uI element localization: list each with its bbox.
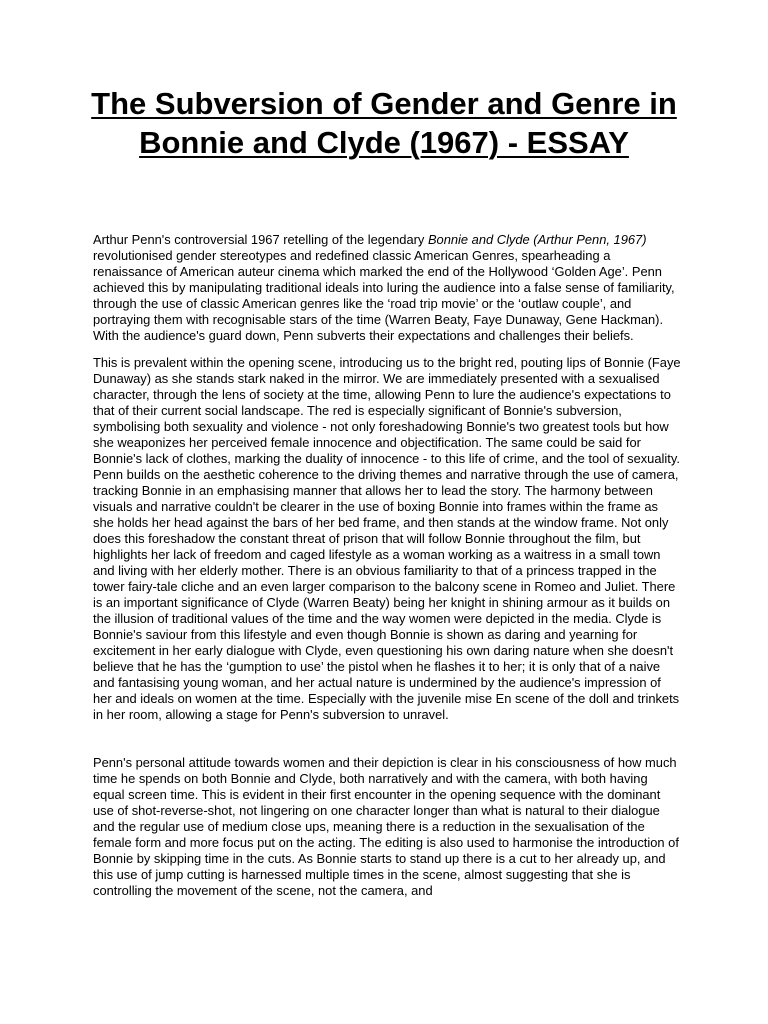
paragraph-1-text-start: Arthur Penn's controversial 1967 retelling of the legendary (93, 232, 428, 247)
paragraph-3: Penn's personal attitude towards women and their depiction is clear in his consciousness of how much time he spends on both Bonnie and Clyde, both narratively and with the camera, with both having equal screen time. This is evident in their first encounter in the opening sequence with the dominant use of shot-reverse-shot, not lingering on one character longer than what is natural to their dialogue and the regular use of medium close ups, meaning there is a reduction in the sexualisation of the female form and more focus put on the acting. The editing is also used to harmonise the introduction of Bonnie by skipping time in the cuts. As Bonnie starts to stand up there is a cut to her already up, and this use of jump cutting is harnessed multiple times in the scene, almost suggesting that she is controlling the movement of the scene, not the camera, and (93, 755, 679, 898)
essay-body (93, 232, 681, 899)
essay-title: The Subversion of Gender and Genre in Bonnie and Clyde (1967) - ESSAY (91, 86, 677, 160)
film-reference: Bonnie and Clyde (Arthur Penn, 1967) (427, 232, 647, 247)
paragraph-1-text-end: revolutionised gender stereotypes and redefined classic American Genres, spearheading a renaissance of American auteur cinema which marked the end of the Hollywood ‘Golden Age’. Penn achieved this by manipulating traditional ideals into luring the audience into a false sense of familiarity, through the use of classic American genres like the ‘road trip movie’ or the ‘outlaw couple’, and portraying them with recognisable stars of the time (Warren Beaty, Faye Dunaway, Gene Hackman). With the audience's guard down, Penn subverts their expectations and challenges their beliefs. (93, 248, 675, 343)
paragraph-1 (93, 232, 681, 344)
paragraph-2: This is prevalent within the opening scene, introducing us to the bright red, pouting lips of Bonnie (Faye Dunaway) as she stands stark naked in the mirror. We are immediately presented with a sexualised character, through the lens of society at the time, allowing Penn to lure the audience's expectations to that of their current social landscape. The red is especially significant of Bonnie's subversion, symbolising both sexuality and violence - not only foreshadowing Bonnie's two greatest tools but how she weaponizes her perceived female innocence and objectification. The same could be said for Bonnie's lack of clothes, marking the duality of innocence - to this life of crime, and the tool of sexuality. Penn builds on the aesthetic coherence to the driving themes and narrative through the use of camera, tracking Bonnie in an emphasising manner that allows her to lead the story. The harmony between visuals and narrative couldn't be clearer in the use of boxing Bonnie into frames within the frame as she holds her head against the bars of her bed frame, and then stands at the window frame. Not only does this foreshadow the constant threat of prison that will follow Bonnie throughout the film, but highlights her lack of freedom and caged lifestyle as a woman working as a waitress in a small town and living with her elderly mother. There is an obvious familiarity to that of a princess trapped in the tower fairy-tale cliche and an even larger comparison to the balcony scene in Romeo and Juliet. There is an important significance of Clyde (Warren Beaty) being her knight in shining armour as it builds on the illusion of traditional values of the time and the way women were depicted in the media. Clyde is Bonnie's saviour from this lifestyle and even though Bonnie is shown as daring and yearning for excitement in her early dialogue with Clyde, even questioning his own daring nature when she doesn't believe that he has the ‘gumption to use’ the pistol when he flashes it to her; it is only that of a naive and fantasising young woman, and her actual nature is undermined by the audience's impression of her and ideals on women at the time. Especially with the juvenile mise En scene of the doll and trinkets in her room, allowing a stage for Penn's subversion to unravel. (93, 355, 681, 722)
